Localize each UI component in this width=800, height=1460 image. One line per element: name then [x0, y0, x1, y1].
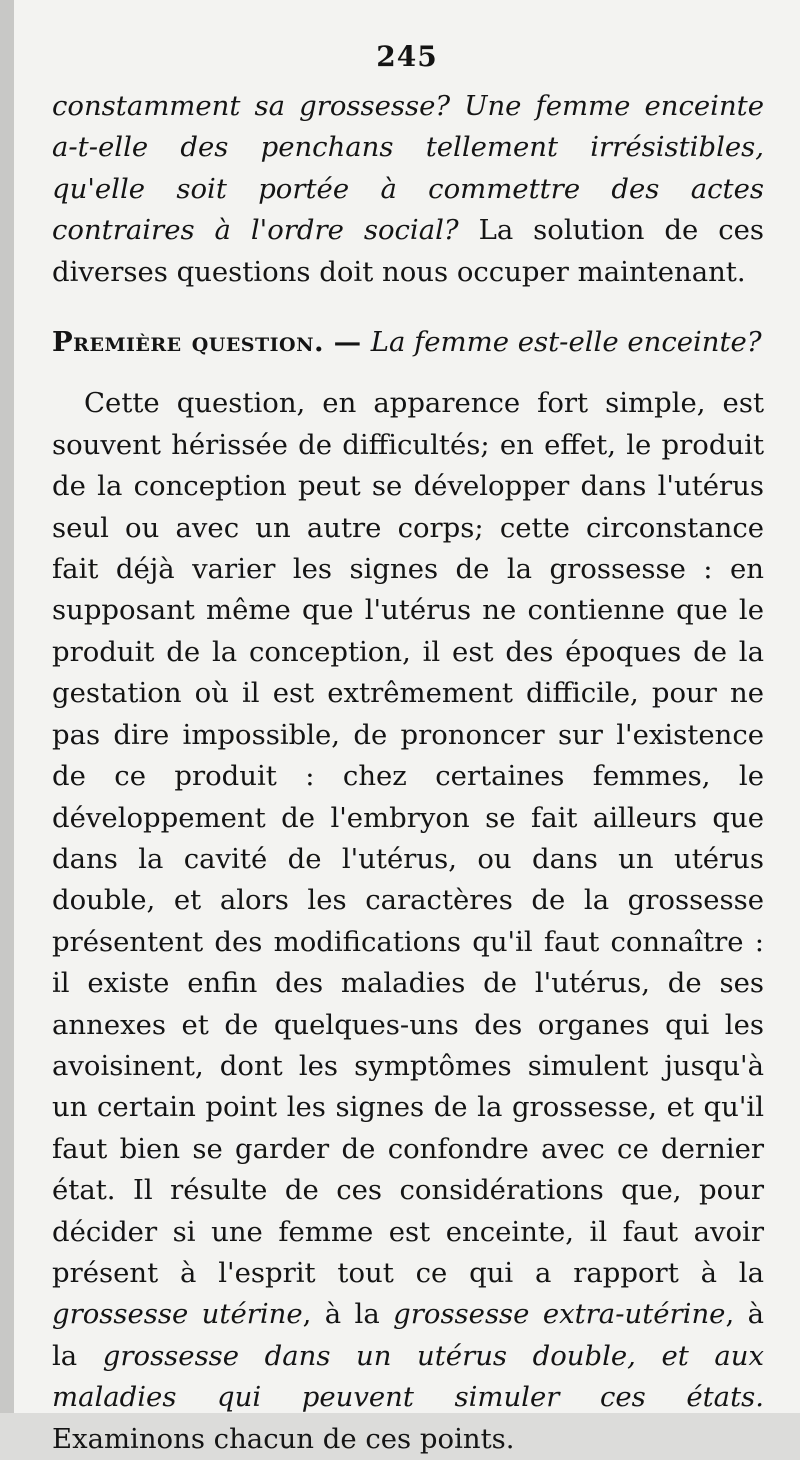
- term-grossesse-uterine: grossesse utérine: [52, 1298, 303, 1331]
- term-uterus-double: grossesse dans un utérus double, et aux maladies qui peuvent simuler ces états.: [52, 1339, 764, 1414]
- text-joiner-2: , à la: [52, 1298, 764, 1372]
- text-joiner-1: , à la: [302, 1298, 394, 1331]
- continuation-text: La solution de ces diverses questions doit nous occuper maintenant.: [52, 214, 764, 288]
- closing-text: Examinons chacun de ces points.: [52, 1422, 515, 1455]
- italic-questions: constamment sa grossesse? Une femme enceinte a-t-elle des penchans tellement irrésistibles, qu'elle soit portée à commettre des actes contraires à l'ordre social?: [52, 90, 764, 247]
- page-text: [52, 86, 764, 1460]
- page-number: 245: [376, 40, 438, 73]
- term-grossesse-extra-uterine: grossesse extra-utérine: [393, 1298, 726, 1331]
- heading-question: La femme est-elle enceinte?: [370, 326, 762, 359]
- section-heading: [52, 322, 764, 363]
- main-text: Cette question, en apparence fort simple, est souvent hérissée de difficultés; en effet, le produit de la conception peut se développer dans l'utérus seul ou avec un autre corps; cette circonstance fait déjà varier les signes de la grossesse : en supposant même que l'utérus ne contienne que le produit de la conception, il est des époques de la gestation où il est extrêmement difficile, pour ne pas dire impossible, de prononcer sur l'existence de ce produit : chez certaines femmes, le développement de l'embryon se fait ailleurs que dans la cavité de l'utérus, ou dans un utérus double, et alors les caractères de la grossesse présentent des modifications qu'il faut connaître : il existe enfin des maladies de l'utérus, de ses annexes et de quelques-uns des organes qui les avoisinent, dont les symptômes simulent jusqu'à un certain point les signes de la grossesse, et qu'il faut bien se garder de confondre avec ce dernier état. Il résulte de ces considérations que, pour décider si une femme est enceinte, il faut avoir présent à l'esprit tout ce qui a rapport à la: [52, 387, 764, 1289]
- heading-dash: —: [324, 326, 371, 359]
- paragraph-continuation: [52, 86, 764, 293]
- heading-label: Première question.: [52, 326, 325, 359]
- paragraph-main: [52, 383, 764, 1460]
